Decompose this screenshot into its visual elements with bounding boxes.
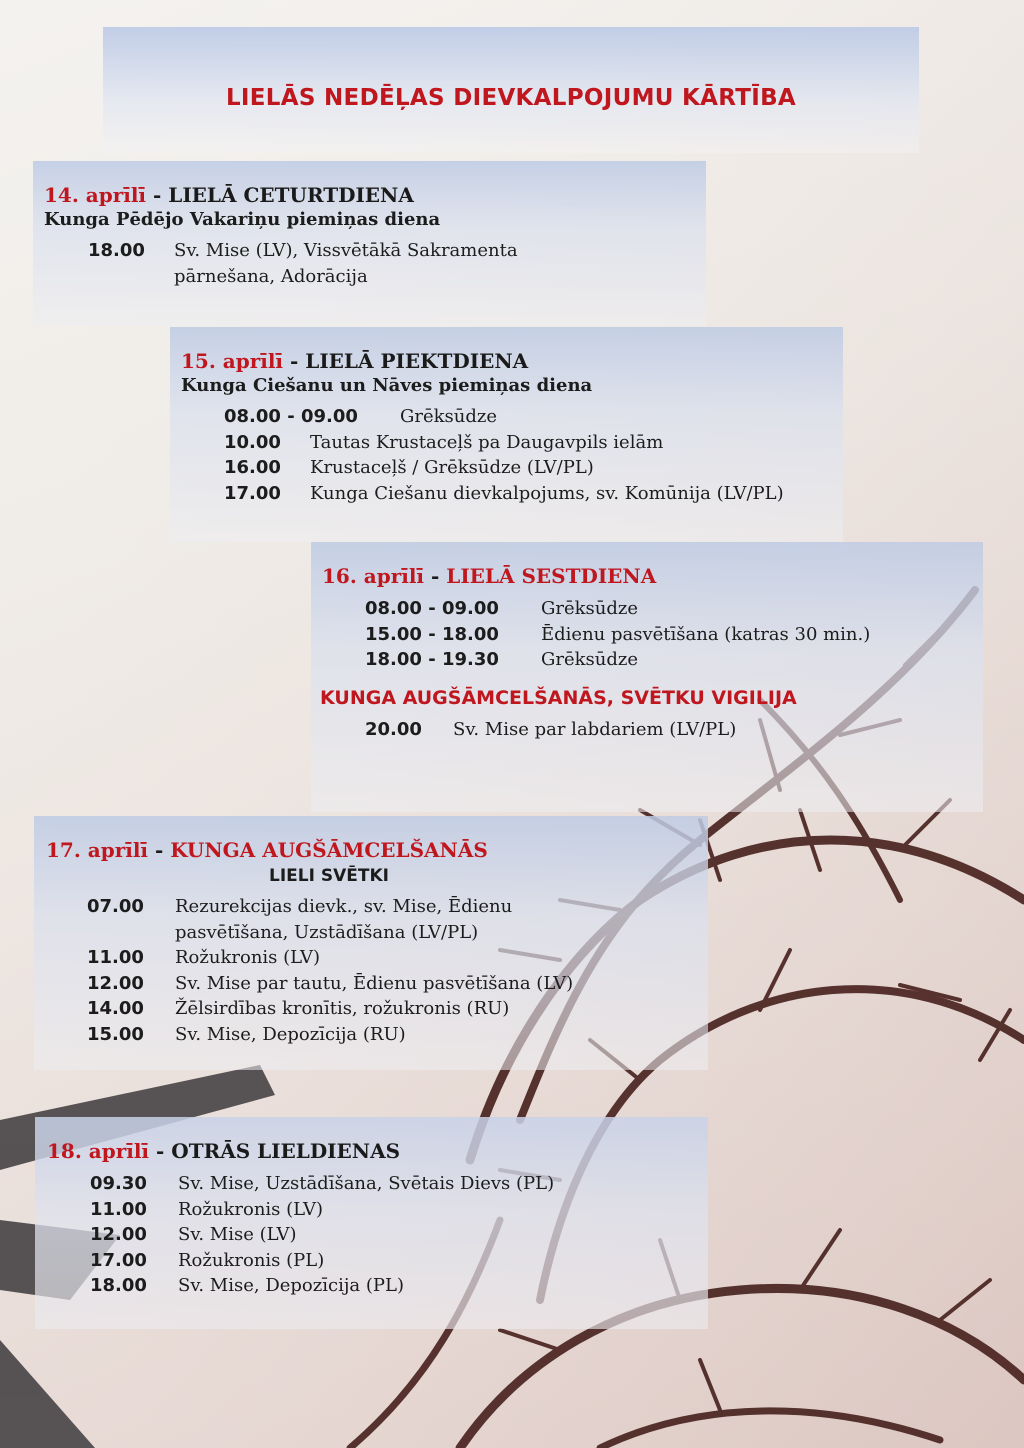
schedule-row (46, 945, 708, 971)
day-panel-sunday (34, 816, 708, 1070)
schedule-description: Tautas Krustaceļš pa Daugavpils ielām (310, 431, 664, 453)
schedule-row (47, 1197, 708, 1223)
day-panel-saturday (311, 542, 983, 812)
schedule-row (181, 455, 843, 481)
schedule-row (322, 717, 983, 743)
title-banner (103, 27, 919, 153)
day-separator: - (148, 838, 171, 862)
day-heading (47, 1139, 708, 1163)
schedule-description: Ēdienu pasvētīšana (katras 30 min.) (541, 623, 871, 645)
day-name: LIELĀ CETURTDIENA (168, 183, 414, 207)
schedule-row (322, 596, 983, 622)
day-panel-monday (35, 1117, 708, 1329)
page-title: LIELĀS NEDĒĻAS DIEVKALPOJUMU KĀRTĪBA (225, 85, 797, 111)
schedule-description: Sv. Mise, Uzstādīšana, Svētais Dievs (PL) (178, 1173, 555, 1194)
day-date: 18. aprīlī (47, 1139, 150, 1163)
day-date: 17. aprīlī (46, 838, 149, 862)
schedule-time: 17.00 (90, 1249, 147, 1271)
schedule-row (47, 1171, 708, 1197)
schedule-row (181, 481, 843, 507)
day-name: OTRĀS LIELDIENAS (171, 1139, 401, 1163)
day-separator: - (146, 183, 169, 207)
day-name: LIELĀ PIEKTDIENA (305, 349, 529, 373)
schedule-time: 08.00 - 09.00 (365, 598, 499, 619)
schedule-row (47, 1222, 708, 1248)
schedule-list (47, 1171, 708, 1299)
schedule-row (46, 894, 708, 945)
schedule-time: 12.00 (87, 972, 144, 994)
day-subtitle: LIELI SVĒTKI (269, 866, 389, 886)
schedule-time: 18.00 - 19.30 (365, 649, 499, 670)
day-heading (44, 183, 706, 207)
schedule-time: 20.00 (365, 718, 422, 740)
schedule-row (47, 1273, 708, 1299)
schedule-time: 18.00 (90, 1275, 147, 1296)
day-subtitle: Kunga Pēdējo Vakariņu piemiņas diena (44, 209, 441, 230)
day-heading (181, 349, 843, 373)
day-separator: - (149, 1139, 172, 1163)
schedule-row (181, 430, 843, 456)
day-date: 14. aprīlī (44, 183, 147, 207)
schedule-row (44, 238, 706, 289)
schedule-description: Rožukronis (LV) (175, 947, 320, 968)
schedule-row (322, 647, 983, 673)
schedule-description: Krustaceļš / Grēksūdze (LV/PL) (310, 457, 594, 478)
vigil-heading: KUNGA AUGŠĀMCELŠANĀS, SVĒTKU VIGILIJA (320, 686, 797, 709)
schedule-time: 12.00 (90, 1224, 147, 1245)
schedule-row (47, 1248, 708, 1274)
schedule-list (44, 238, 706, 289)
schedule-time: 08.00 - 09.00 (224, 406, 358, 427)
schedule-list (322, 596, 983, 673)
day-panel-friday (170, 327, 843, 542)
schedule-row (181, 404, 843, 430)
schedule-row (46, 1022, 708, 1048)
schedule-description: Sv. Mise (LV), Vissvētākā Sakramenta pārnešana, Adorācija (174, 240, 518, 287)
day-separator: - (424, 564, 447, 588)
schedule-description: Sv. Mise, Depozīcija (RU) (175, 1023, 406, 1045)
schedule-description: Sv. Mise par labdariem (LV/PL) (453, 718, 737, 740)
schedule-time: 10.00 (224, 431, 281, 453)
schedule-description: Kunga Ciešanu dievkalpojums, sv. Komūnija (LV/PL) (310, 482, 784, 504)
schedule-time: 16.00 (224, 457, 281, 478)
schedule-row (322, 622, 983, 648)
schedule-description: Grēksūdze (541, 598, 639, 619)
schedule-list (46, 894, 708, 1047)
schedule-description: Rožukronis (LV) (178, 1198, 323, 1220)
day-heading (46, 838, 708, 862)
schedule-description: Rožukronis (PL) (178, 1249, 325, 1271)
day-date: 16. aprīlī (322, 564, 425, 588)
schedule-time: 14.00 (87, 998, 144, 1019)
day-separator: - (283, 349, 306, 373)
day-name: LIELĀ SESTDIENA (446, 564, 657, 588)
schedule-description: Grēksūdze (400, 406, 498, 427)
schedule-time: 17.00 (224, 482, 281, 504)
schedule-row (46, 971, 708, 997)
day-panel-thursday (33, 161, 706, 326)
schedule-time: 18.00 (88, 240, 145, 261)
schedule-description: Sv. Mise (LV) (178, 1224, 297, 1245)
schedule-list (322, 717, 983, 743)
schedule-time: 07.00 (87, 896, 144, 917)
day-date: 15. aprīlī (181, 349, 284, 373)
schedule-time: 15.00 (87, 1023, 144, 1045)
day-heading (322, 564, 983, 588)
schedule-time: 09.30 (90, 1173, 147, 1194)
schedule-time: 11.00 (90, 1198, 147, 1220)
schedule-list (181, 404, 843, 506)
day-name: KUNGA AUGŠĀMCELŠANĀS (170, 838, 488, 862)
schedule-time: 11.00 (87, 947, 144, 968)
schedule-description: Sv. Mise, Depozīcija (PL) (178, 1275, 404, 1296)
schedule-row (46, 996, 708, 1022)
schedule-time: 15.00 - 18.00 (365, 623, 499, 645)
schedule-description: Žēlsirdības kronītis, rožukronis (RU) (175, 998, 510, 1019)
day-subtitle: Kunga Ciešanu un Nāves piemiņas diena (181, 375, 593, 396)
schedule-description: Rezurekcijas dievk., sv. Mise, Ēdienu pasvētīšana, Uzstādīšana (LV/PL) (175, 896, 513, 943)
schedule-description: Grēksūdze (541, 649, 639, 670)
schedule-description: Sv. Mise par tautu, Ēdienu pasvētīšana (LV) (175, 972, 574, 994)
